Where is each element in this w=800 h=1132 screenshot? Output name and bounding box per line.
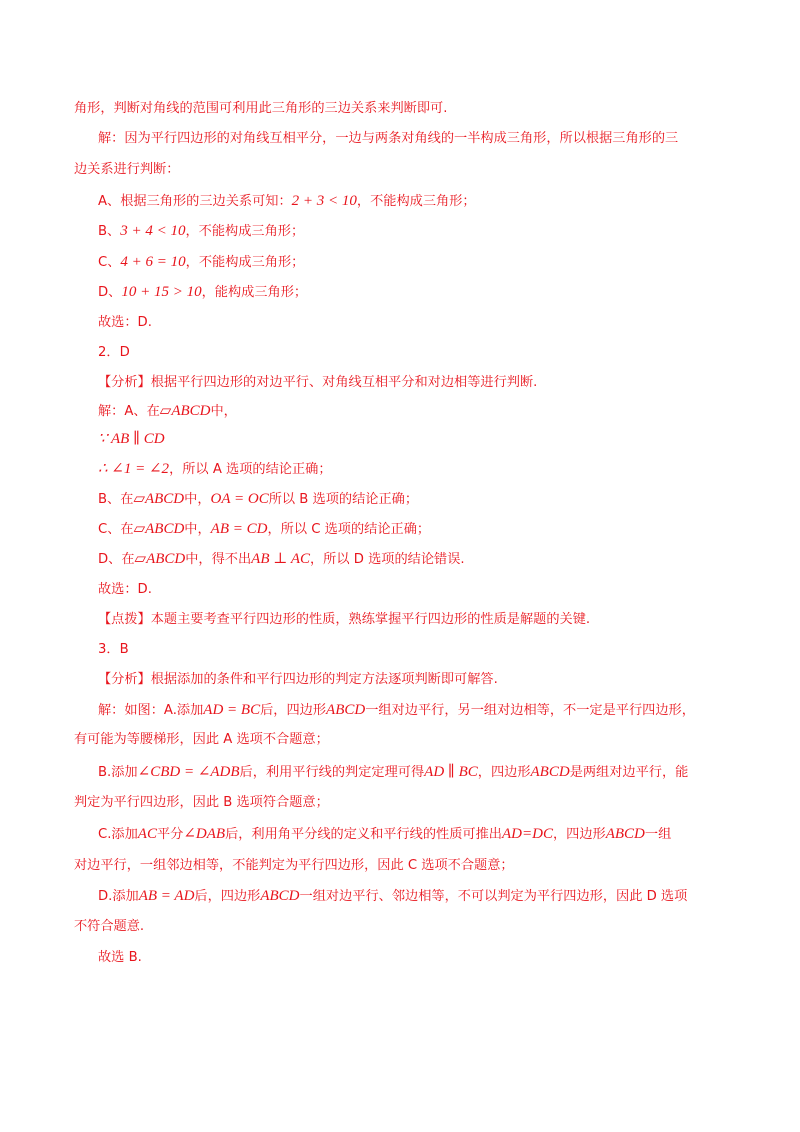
text-span: 有可能为等腰梯形，因此 A 选项不合题意； xyxy=(74,732,329,747)
text-span: 3．B xyxy=(98,642,129,657)
text-span: D.添加 xyxy=(98,889,139,904)
math-expression: 2 + 3 < 10 xyxy=(291,193,357,209)
math-expression: 10 + 15 > 10 xyxy=(121,284,202,300)
text-line xyxy=(74,917,730,937)
math-expression: ABCD xyxy=(605,826,645,842)
text-span: 边关系进行判断： xyxy=(74,162,180,177)
text-span: ，四边形 xyxy=(552,827,606,842)
math-expression: ABCD xyxy=(530,764,570,780)
text-span: C.添加 xyxy=(98,827,138,842)
text-line xyxy=(98,762,730,782)
text-line xyxy=(98,221,730,241)
text-span: 中， xyxy=(184,522,211,537)
math-expression: ∵ AB ∥ CD xyxy=(98,431,165,447)
text-span: ，所以 A 选项的结论正确； xyxy=(169,462,332,477)
text-span: 故选：D. xyxy=(98,315,152,330)
text-span: 解：如图：A.添加 xyxy=(98,703,204,718)
text-span: 所以 B 选项的结论正确； xyxy=(268,492,419,507)
text-span: 不符合题意. xyxy=(74,919,145,934)
text-span: 【分析】根据添加的条件和平行四边形的判定方法逐项判断即可解答. xyxy=(98,672,498,687)
text-span: 对边平行，一组邻边相等，不能判定为平行四边形，因此 C 选项不合题意； xyxy=(74,858,514,873)
text-span: 解：A、在 xyxy=(98,404,160,419)
math-expression: AC xyxy=(137,826,157,842)
math-expression: ABCD xyxy=(260,888,300,904)
text-span: 角形，判断对角线的范围可利用此三角形的三边关系来判断即可. xyxy=(74,101,448,116)
math-expression: OA = OC xyxy=(210,491,269,507)
text-line xyxy=(98,549,730,569)
text-line xyxy=(98,282,730,302)
text-span: ，所以 C 选项的结论正确； xyxy=(267,522,431,537)
text-span: 【点拨】本题主要考查平行四边形的性质，熟练掌握平行四边形的性质是解题的关键. xyxy=(98,612,591,627)
math-expression: ▱ABCD xyxy=(133,521,185,537)
text-span: C、 xyxy=(98,255,121,270)
text-span: 后，四边形 xyxy=(260,703,327,718)
question-number xyxy=(98,640,730,660)
text-span: ，能构成三角形； xyxy=(201,285,308,300)
text-span: 解：因为平行四边形的对角线互相平分，一边与两条对角线的一半构成三角形，所以根据三角形的三 xyxy=(98,131,679,146)
text-span: B、 xyxy=(98,224,121,239)
text-span: ，不能构成三角形； xyxy=(185,255,305,270)
text-line xyxy=(74,99,730,119)
math-expression: AD ∥ BC xyxy=(424,764,478,780)
text-span: 中，得不出 xyxy=(185,552,252,567)
text-span: 一组 xyxy=(644,827,672,842)
question-number xyxy=(98,343,730,363)
text-line xyxy=(98,401,730,421)
math-expression: ▱ABCD xyxy=(134,551,186,567)
text-span: B、在 xyxy=(98,492,134,507)
text-span: 【分析】根据平行四边形的对边平行、对角线互相平分和对边相等进行判断. xyxy=(98,375,538,390)
text-line xyxy=(98,489,730,509)
math-expression: 3 + 4 < 10 xyxy=(120,223,186,239)
math-expression: AB = AD xyxy=(138,888,195,904)
text-span: D、 xyxy=(98,285,122,300)
text-line xyxy=(98,252,730,272)
text-line xyxy=(74,856,730,876)
text-line xyxy=(74,793,730,813)
text-span: B.添加 xyxy=(98,765,138,780)
math-expression: AB = CD xyxy=(210,521,268,537)
math-expression: 4 + 6 = 10 xyxy=(120,254,186,270)
text-span: A、根据三角形的三边关系可知： xyxy=(98,194,292,209)
analysis-line xyxy=(98,373,730,393)
text-line xyxy=(74,160,730,180)
text-span: ，不能构成三角形； xyxy=(356,194,476,209)
text-line xyxy=(98,948,730,968)
text-span: 中， xyxy=(210,404,237,419)
text-span: ，不能构成三角形； xyxy=(185,224,305,239)
text-line xyxy=(98,429,730,449)
text-line xyxy=(98,824,730,844)
text-line xyxy=(74,730,730,750)
math-expression: ▱ABCD xyxy=(133,491,185,507)
text-span: 后，四边形 xyxy=(194,889,261,904)
math-expression: ∴ ∠1 = ∠2 xyxy=(98,461,170,477)
text-line xyxy=(98,313,730,333)
math-expression: AD = BC xyxy=(203,702,261,718)
text-span: ，所以 D 选项的结论错误. xyxy=(310,552,465,567)
text-span: 故选 B. xyxy=(98,950,142,965)
text-span: 一组对边平行，另一组对边相等，不一定是平行四边形， xyxy=(365,703,695,718)
analysis-line xyxy=(98,670,730,690)
text-span: 是两组对边平行，能 xyxy=(569,765,689,780)
text-span: 平分 xyxy=(156,827,184,842)
math-expression: ∠DAB xyxy=(183,826,226,842)
text-span: 后，利用平行线的判定定理可得 xyxy=(239,765,425,780)
text-span: 故选：D. xyxy=(98,582,152,597)
text-line xyxy=(98,700,730,720)
math-expression: ∠CBD = ∠ADB xyxy=(137,764,240,780)
tip-line xyxy=(98,610,730,630)
text-span: ，四边形 xyxy=(477,765,531,780)
text-line xyxy=(98,129,730,149)
text-line xyxy=(98,519,730,539)
math-expression: AB ⊥ AC xyxy=(251,551,310,567)
text-span: 判定为平行四边形，因此 B 选项符合题意； xyxy=(74,795,329,810)
text-line xyxy=(98,886,730,906)
text-span: 2．D xyxy=(98,345,130,360)
text-span: C、在 xyxy=(98,522,134,537)
text-span: 后，利用角平分线的定义和平行线的性质可推出 xyxy=(225,827,502,842)
text-line xyxy=(98,191,730,211)
text-span: 一组对边平行、邻边相等，不可以判定为平行四边形，因此 D 选项 xyxy=(299,889,688,904)
text-span: 中， xyxy=(184,492,211,507)
text-line xyxy=(98,459,730,479)
text-span: D、在 xyxy=(98,552,135,567)
math-expression: AD=DC xyxy=(502,826,553,842)
text-line xyxy=(98,580,730,600)
math-expression: ▱ABCD xyxy=(159,403,211,419)
math-expression: ABCD xyxy=(326,702,366,718)
